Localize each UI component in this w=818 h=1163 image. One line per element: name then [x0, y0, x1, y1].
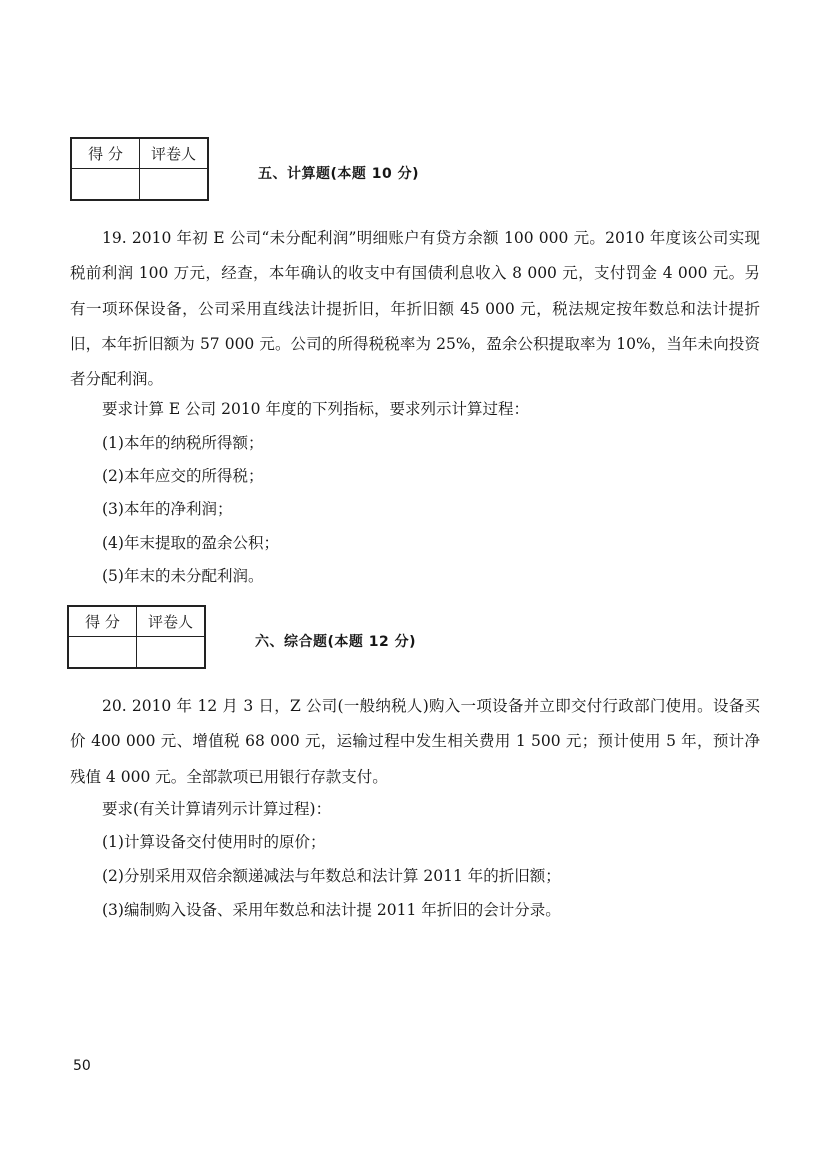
score-box-section6: [67, 605, 206, 669]
score-label: 得 分: [68, 606, 137, 637]
section5-heading: 五、计算题(本题 10 分): [258, 166, 420, 182]
section5-item-1: (1)本年的纳税所得额；: [102, 434, 264, 452]
section5-item-4: (4)年末提取的盈余公积；: [102, 534, 279, 552]
page-number: 50: [73, 1058, 91, 1074]
grader-cell: [140, 169, 209, 201]
score-box-section5: [70, 137, 209, 201]
section6-requirement: 要求(有关计算请列示计算过程)：: [102, 800, 332, 818]
score-label: 得 分: [71, 138, 140, 169]
question-19-text: 19. 2010 年初 E 公司“未分配利润”明细账户有贷方余额 100 000 元。2010 年度该公司实现税前利润 100 万元，经查，本年确认的收支中有国债利息收入 8 000 元，支付罚金 4 000 元。另有一项环保设备，公司采用直线法计提折旧，年折旧额 45 000 元，税法规定按年数总和法计提折旧，本年折旧额为 57 000 元。公司的所得税税率为 25%，盈余公积提取率为 10%，当年未向投资者分配利润。: [70, 229, 760, 389]
section6-item-2: (2)分别采用双倍余额递减法与年数总和法计算 2011 年的折旧额；: [102, 867, 561, 885]
section5-item-2: (2)本年应交的所得税；: [102, 467, 264, 485]
section6-heading: 六、综合题(本题 12 分): [255, 634, 417, 650]
grader-label: 评卷人: [137, 606, 206, 637]
section6-item-3: (3)编制购入设备、采用年数总和法计提 2011 年折旧的会计分录。: [102, 901, 561, 919]
question-20-text: 20. 2010 年 12 月 3 日，Z 公司(一般纳税人)购入一项设备并立即交付行政部门使用。设备买价 400 000 元、增值税 68 000 元，运输过程中发生相关费用 1 500 元；预计使用 5 年，预计净残值 4 000 元。全部款项已用银行存款支付。: [70, 697, 760, 786]
section5-item-3: (3)本年的净利润；: [102, 500, 233, 518]
grader-cell: [137, 637, 206, 669]
section5-item-5: (5)年末的未分配利润。: [102, 567, 264, 585]
section6-item-1: (1)计算设备交付使用时的原价；: [102, 833, 326, 851]
score-cell: [68, 637, 137, 669]
section5-requirement: 要求计算 E 公司 2010 年度的下列指标，要求列示计算过程：: [102, 400, 529, 418]
grader-label: 评卷人: [140, 138, 209, 169]
score-cell: [71, 169, 140, 201]
